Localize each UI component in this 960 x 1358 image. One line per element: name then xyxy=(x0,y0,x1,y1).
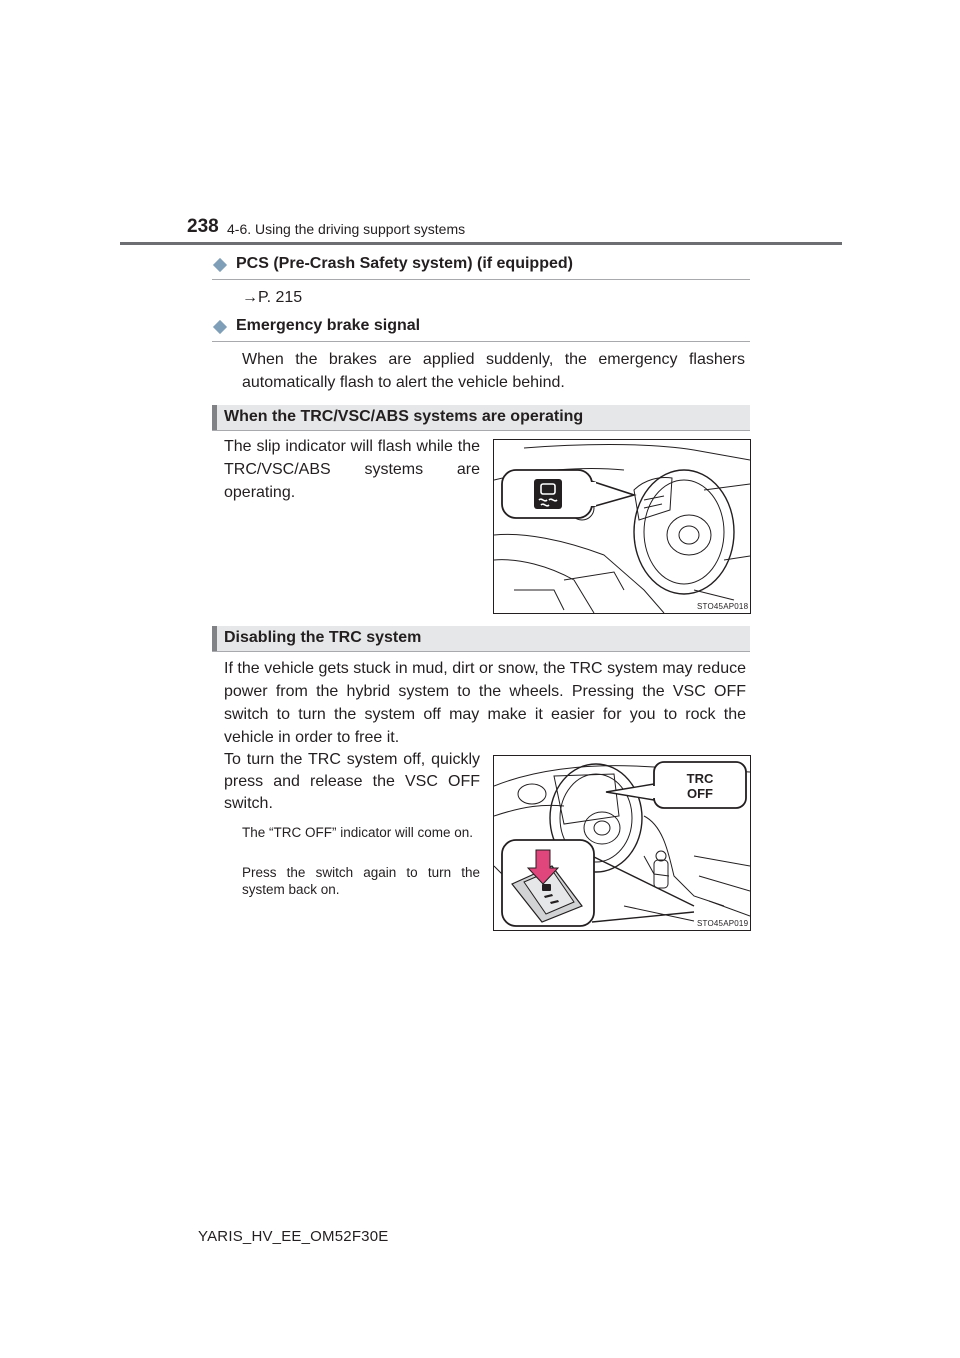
trc-disable-body: If the vehicle gets stuck in mud, dirt or snow, the TRC system may reduce power from the hybrid system to the wheels. Pressing the VSC OFF switch to turn the system off may make it easier for you to rock the vehicle in order to free it. xyxy=(224,660,746,746)
section-heading-disable-trc xyxy=(212,626,750,652)
section-title: When the TRC/VSC/ABS systems are operating xyxy=(224,408,584,425)
dashboard-drawing xyxy=(494,440,750,613)
trc-disable-instruction: To turn the TRC system off, quickly press and release the VSC OFF switch. xyxy=(224,751,480,812)
trc-back-on-note: Press the switch again to turn the system back on. xyxy=(242,865,480,897)
diamond-bullet-icon xyxy=(213,258,227,272)
ebs-title: Emergency brake signal xyxy=(236,317,421,334)
console-drawing xyxy=(494,756,750,930)
page-number: 238 xyxy=(187,216,219,237)
pcs-page-reference[interactable]: →P. 215 xyxy=(242,289,303,306)
figure-code: STO45AP018 xyxy=(697,602,749,611)
footer-model-code: YARIS_HV_EE_OM52F30E xyxy=(198,1228,389,1245)
trc-off-note: The “TRC OFF” indicator will come on. xyxy=(242,825,474,840)
pcs-title: PCS (Pre-Crash Safety system) (if equipped) xyxy=(236,255,573,272)
pcs-heading xyxy=(212,255,750,280)
trc-operating-body: The slip indicator will flash while the TRC/VSC/ABS systems are operating. xyxy=(224,438,480,501)
ebs-heading xyxy=(212,317,750,342)
section-title: Disabling the TRC system xyxy=(224,629,422,646)
header-divider xyxy=(120,242,842,245)
section-heading-bar xyxy=(212,626,217,651)
section-heading-bar xyxy=(212,405,217,430)
diamond-bullet-icon xyxy=(213,320,227,334)
section-heading-trc-operating xyxy=(212,405,750,431)
callout-label-off: OFF xyxy=(687,786,713,801)
ebs-body: When the brakes are applied suddenly, the emergency flashers automatically flash to alert the vehicle behind. xyxy=(242,351,745,391)
running-head: 4-6. Using the driving support systems xyxy=(227,221,466,237)
figure-code: STO45AP019 xyxy=(697,919,749,928)
callout-label-trc: TRC xyxy=(686,771,714,786)
vsc-off-switch-illustration xyxy=(493,755,751,931)
slip-indicator-illustration xyxy=(493,439,751,614)
